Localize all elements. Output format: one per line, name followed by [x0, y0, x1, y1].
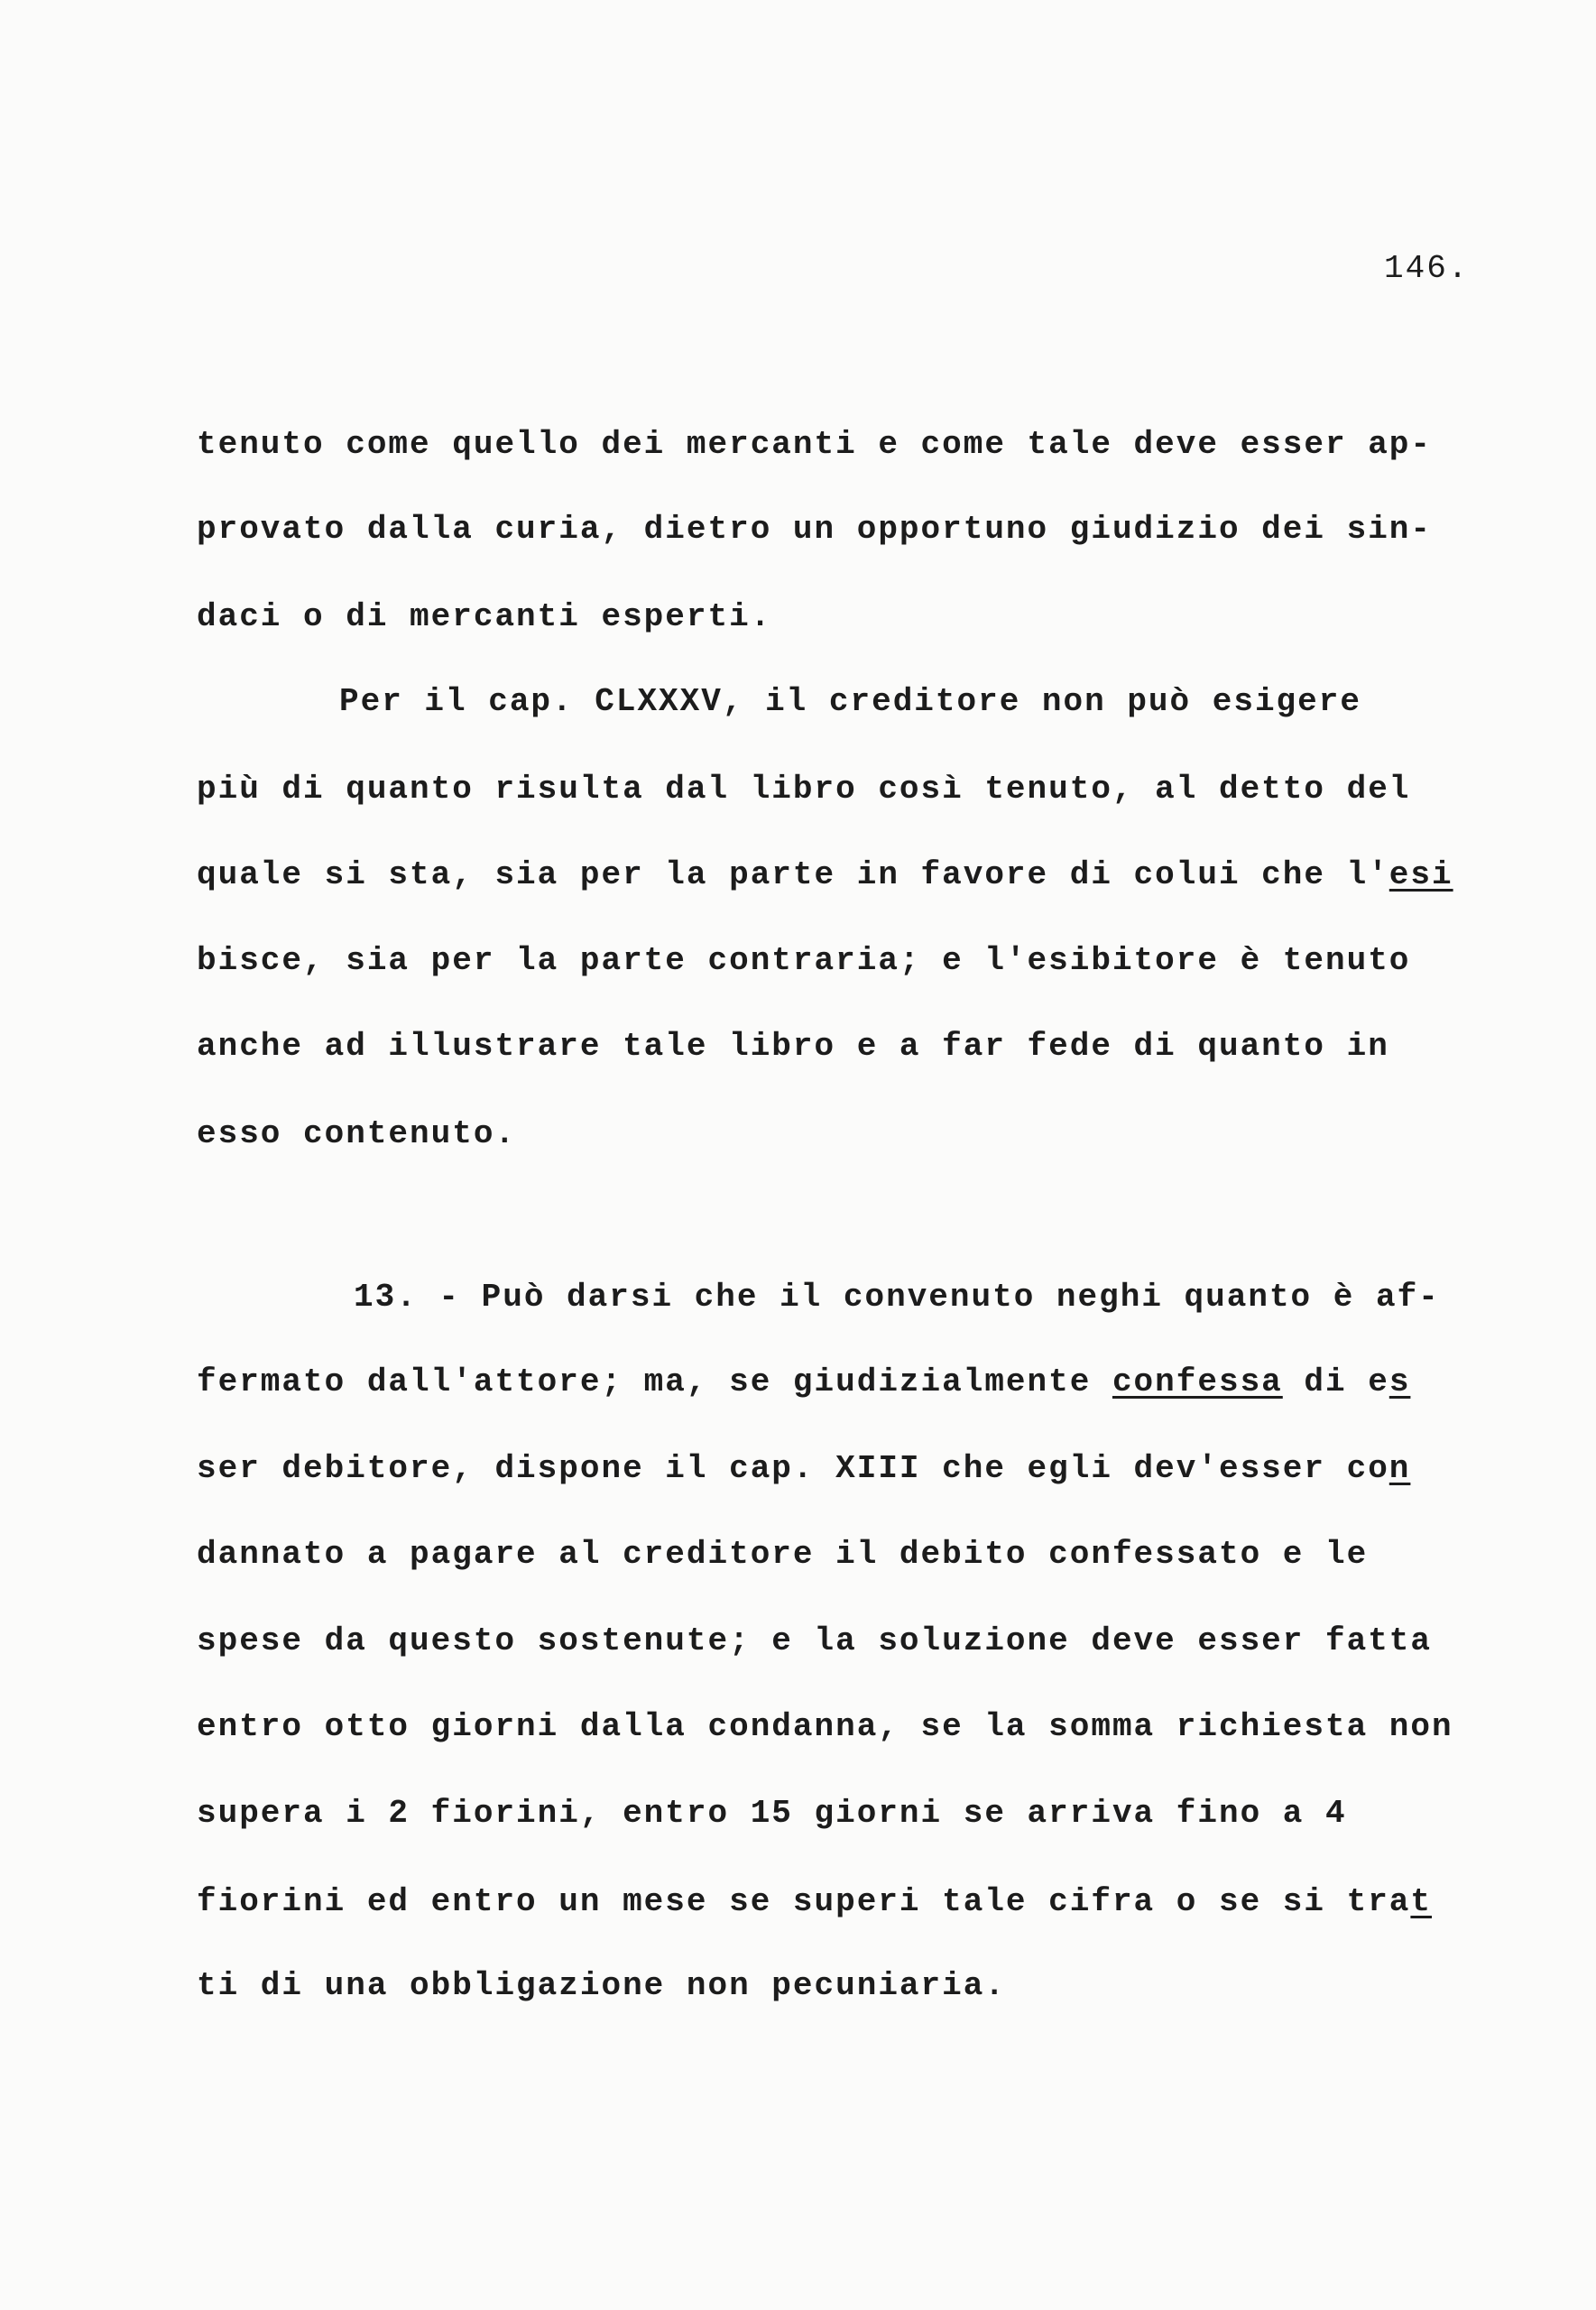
text-segment: fiorini ed entro un mese se superi tale cifra o se si tra — [197, 1883, 1411, 1920]
underlined-text: s — [1388, 1363, 1411, 1400]
text-line — [197, 1451, 1410, 1487]
underlined-text: confessa — [1112, 1363, 1283, 1400]
text-line: Per il cap. CLXXXV, il creditore non può esigere — [339, 683, 1361, 720]
underlined-text: t — [1410, 1883, 1433, 1920]
text-line: più di quanto risulta dal libro così tenuto, al detto del — [197, 771, 1411, 808]
text-segment: ser debitore, dispone il cap. XIII che egli dev'esser co — [197, 1450, 1389, 1487]
text-line: tenuto come quello dei mercanti e come tale deve esser ap- — [197, 426, 1433, 463]
text-line — [197, 1364, 1410, 1400]
text-segment: quale si sta, sia per la parte in favore di colui che l' — [197, 856, 1389, 893]
text-line: entro otto giorni dalla condanna, se la somma richiesta non — [197, 1708, 1453, 1745]
text-line: supera i 2 fiorini, entro 15 giorni se arriva fino a 4 — [197, 1795, 1347, 1832]
underlined-text: esi — [1388, 856, 1453, 893]
text-line: anche ad illustrare tale libro e a far fede di quanto in — [197, 1028, 1389, 1065]
underlined-text: n — [1388, 1450, 1411, 1487]
text-line: provato dalla curia, dietro un opportuno giudizio dei sin- — [197, 511, 1433, 548]
text-line: daci o di mercanti esperti. — [197, 598, 772, 635]
text-segment: di e — [1282, 1363, 1389, 1400]
text-line: esso contenuto. — [197, 1115, 517, 1152]
page-number: 146. — [1384, 250, 1470, 287]
text-line: 13. - Può darsi che il convenuto neghi quanto è af- — [354, 1279, 1440, 1316]
text-line: dannato a pagare al creditore il debito confessato e le — [197, 1536, 1369, 1573]
text-line — [197, 857, 1453, 893]
text-line: ti di una obbligazione non pecuniaria. — [197, 1967, 1006, 2004]
text-line — [197, 1884, 1432, 1920]
text-line: spese da questo sostenute; e la soluzione deve esser fatta — [197, 1622, 1433, 1659]
text-segment: fermato dall'attore; ma, se giudizialmente — [197, 1363, 1112, 1400]
text-line: bisce, sia per la parte contraria; e l'esibitore è tenuto — [197, 942, 1411, 979]
